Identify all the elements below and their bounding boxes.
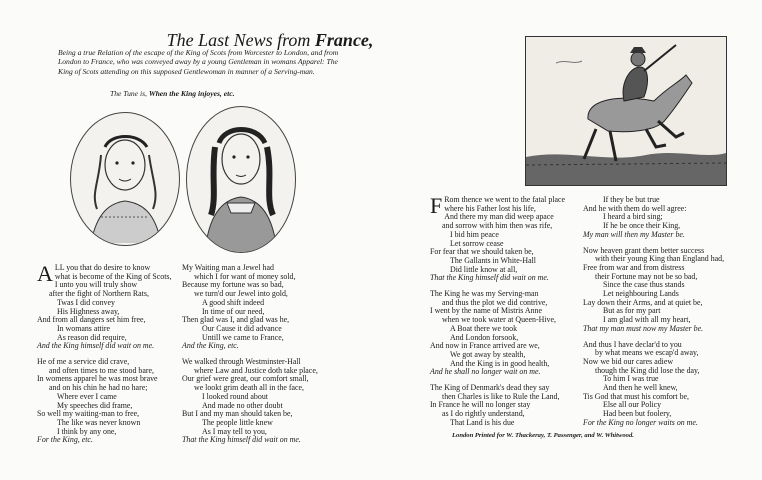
verse-line: As reason did require, xyxy=(57,332,127,342)
title-text: The Last News from xyxy=(166,30,315,50)
verse-line: then Charles is like to Rule the Land, xyxy=(442,391,560,401)
refrain-line: For the King no longer waits on me. xyxy=(583,417,698,427)
verse-line: And from all dangers set him free, xyxy=(37,315,146,325)
verse-line: Let neighbouring Lands xyxy=(603,289,679,299)
verse-line: His Highness away, xyxy=(57,306,120,316)
verse-column-3 xyxy=(430,193,595,428)
verse-line: Did little know at all, xyxy=(450,264,518,274)
verse-line: I am glad with all my heart, xyxy=(603,315,691,325)
tune-name: When the King injoyes, etc. xyxy=(148,89,235,98)
verse-line: The Gallants in White-Hall xyxy=(450,255,536,265)
refrain-line: That the King himself did wait on me. xyxy=(430,273,549,283)
verse-line: Our grief were great, our comfort small, xyxy=(182,374,309,384)
verse-line: where his Father lost his life, xyxy=(444,203,536,213)
verse-line: as I do rightly understand, xyxy=(442,409,525,419)
verse-line: Untill we came to France, xyxy=(202,332,284,342)
verse-line: To him I was true xyxy=(603,374,659,384)
drop-cap: A xyxy=(37,261,53,286)
verse-line: we lookt grim death all in the face, xyxy=(194,383,304,393)
verse-line: Else all our Policy xyxy=(603,400,662,410)
verse-line: My speeches did frame, xyxy=(57,400,133,410)
verse-line: But as for my part xyxy=(603,306,661,316)
verse-line: The King of Denmark's dead they say xyxy=(430,383,550,393)
verse-line: Rom thence we went to the fatal place xyxy=(444,195,565,204)
verse-line: and on his chin he had no hare; xyxy=(49,383,148,393)
verse-line: If they be but true xyxy=(603,195,660,204)
verse-line: LL you that do desire to know xyxy=(54,263,151,272)
verse-line: In womens apparel he was most brave xyxy=(37,374,158,384)
woodcut-king-on-horse xyxy=(525,36,727,186)
man-portrait xyxy=(186,106,296,253)
verse-line: and often times to me stood bare, xyxy=(49,365,154,375)
verse-line: In France he will no longer stay xyxy=(430,400,531,410)
verse-line: He of me a service did crave, xyxy=(37,357,130,367)
verse-line: And made no other doubt xyxy=(202,400,283,410)
verse-line: And London forsook, xyxy=(450,332,519,342)
verse-line: And then he well knew, xyxy=(603,383,678,393)
verse-line: My Waiting man a Jewel had xyxy=(182,263,274,272)
verse-line: In time of our need, xyxy=(202,306,265,316)
verse-column-1 xyxy=(37,261,197,445)
refrain-line: That my man must now my Master be. xyxy=(583,323,704,333)
verse-line: A good shift indeed xyxy=(202,297,265,307)
verse-line: Twas I did convey xyxy=(57,297,115,307)
verse-line: In womans attire xyxy=(57,323,111,333)
verse-line: Had been but foolery, xyxy=(603,409,672,419)
verse-line: And he with them do well agree: xyxy=(583,203,687,213)
verse-column-2 xyxy=(182,264,347,445)
verse-line: Because my fortune was so bad, xyxy=(182,280,284,290)
verse-line: As I may tell to you, xyxy=(202,426,267,436)
verse-line: and sorrow with him then was rife, xyxy=(442,221,553,231)
verse-line: by what means we escap'd away, xyxy=(595,348,699,358)
refrain-line: For the King, etc. xyxy=(37,435,93,445)
verse-line: I think by any one, xyxy=(57,426,117,436)
refrain-line: And the King himself did wait on me. xyxy=(37,341,155,351)
verse-line: Where ever I came xyxy=(57,391,117,401)
verse-line: where Law and Justice doth take place, xyxy=(194,365,318,375)
verse-line: For fear that we should taken be, xyxy=(430,247,534,257)
woman-portrait xyxy=(70,112,180,246)
tune-line xyxy=(110,89,234,98)
verse-line: Now heaven grant them better success xyxy=(583,245,705,255)
verse-line: The people little knew xyxy=(202,417,273,427)
verse-line: If he be once their King, xyxy=(603,221,681,231)
refrain-line: And he shall no longer wait on me. xyxy=(430,367,541,377)
verse-line: But I and my man should taken be, xyxy=(182,409,293,419)
verse-line: I looked round about xyxy=(202,391,268,401)
verse-line: The King he was my Serving-man xyxy=(430,289,539,299)
verse-line: And there my man did weep apace xyxy=(444,212,554,222)
verse-line: when we took water at Queen-Hive, xyxy=(442,315,556,325)
verse-line: after the fight of Northern Rats, xyxy=(49,289,149,299)
verse-column-4 xyxy=(583,196,748,428)
verse-line: And the King is in good health, xyxy=(450,358,550,368)
refrain-line: My man will then my Master be. xyxy=(583,229,685,239)
verse-line: with their young King than England had, xyxy=(595,254,725,264)
verse-line: I went by the name of Mistris Anne xyxy=(430,306,542,316)
verse-line: I bid him peace xyxy=(450,229,499,239)
verse-line: Our Cause it did advance xyxy=(202,323,282,333)
title-emphasis: France, xyxy=(314,30,374,50)
verse-line: Free from war and from distress xyxy=(583,262,685,272)
verse-line: And now in France arrived are we, xyxy=(430,341,540,351)
verse-line: we turn'd our Jewel into gold, xyxy=(194,289,288,299)
verse-line: That Land is his due xyxy=(450,417,515,427)
verse-line: and thus the plot we did contrive, xyxy=(442,297,548,307)
verse-line: I unto you will truly show xyxy=(54,280,138,290)
verse-line: Now we bid our cares adiew xyxy=(583,356,674,366)
tune-label: The Tune is, xyxy=(110,89,149,98)
verse-line: And thus I have declar'd to you xyxy=(583,339,682,349)
verse-line: I heard a bird sing; xyxy=(603,212,663,222)
printer-imprint: London Printed for W. Thackeray, T. Passenger, and W. Whitwood. xyxy=(452,432,634,439)
verse-line: which I for want of money sold, xyxy=(194,271,296,281)
verse-line: Then glad was I, and glad was he, xyxy=(182,315,290,325)
verse-line: though the King did lose the day, xyxy=(595,365,700,375)
verse-line: what is become of the King of Scots, xyxy=(54,271,172,281)
drop-cap: F xyxy=(430,193,443,218)
verse-line: Since the case thus stands xyxy=(603,280,685,290)
refrain-line: That the King himself did wait on me. xyxy=(182,435,301,445)
verse-line: We got away by stealth, xyxy=(450,349,526,359)
verse-line: So well my waiting-man to free, xyxy=(37,409,140,419)
refrain-line: And the King, etc. xyxy=(182,341,239,351)
verse-line: Tis God that must his comfort be, xyxy=(583,391,690,401)
verse-line: The like was never known xyxy=(57,417,141,427)
verse-line: Let sorrow cease xyxy=(450,238,504,248)
verse-line: A Boat there we took xyxy=(450,323,518,333)
verse-line: their Fortune may not be so bad, xyxy=(595,271,698,281)
ballad-subtitle: Being a true Relation of the escape of the King of Scots from Worcester to London, and from London to France, who was conveyed away by a young Gentleman in womans Apparel: The King of Scots attending on this supposed Gentlewoman in manner of a Serving-man. xyxy=(58,48,339,76)
verse-line: Lay down their Arms, and at quiet be, xyxy=(583,297,703,307)
verse-line: We walked through Westminster-Hall xyxy=(182,357,301,367)
